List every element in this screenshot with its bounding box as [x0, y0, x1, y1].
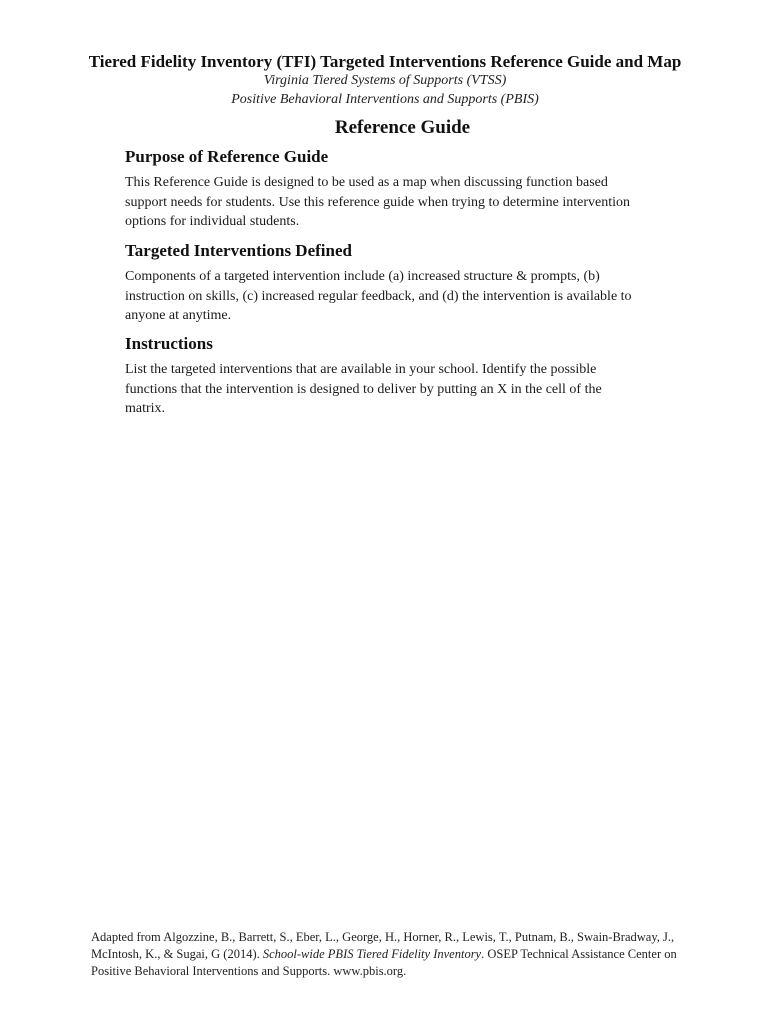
- section-heading-defined: Targeted Interventions Defined: [125, 241, 352, 260]
- section-heading-instructions: Instructions: [125, 334, 213, 353]
- reference-guide-heading: Reference Guide: [334, 117, 471, 138]
- subtitle-vtss: Virginia Tiered Systems of Supports (VTSS): [263, 73, 507, 88]
- footer-citation: [91, 929, 691, 980]
- section-body-defined: Components of a targeted intervention include (a) increased structure & prompts, (b) instruction on skills, (c) increased regular feedback, and (d) the intervention is available to anyone at anytime.: [125, 269, 632, 323]
- section-heading-purpose: Purpose of Reference Guide: [125, 147, 329, 166]
- section-instructions: [125, 334, 635, 419]
- section-purpose: [125, 147, 635, 232]
- citation-publisher: . OSEP Technical Assistance Center on Positive Behavioral Interventions and Supports. www.pbis.org.: [91, 947, 677, 978]
- section-targeted-interventions-defined: [125, 241, 645, 326]
- page-title: Tiered Fidelity Inventory (TFI) Targeted Interventions Reference Guide and Map: [88, 52, 682, 71]
- citation-title: School-wide PBIS Tiered Fidelity Inventory: [262, 947, 482, 961]
- section-body-purpose: This Reference Guide is designed to be used as a map when discussing function based support needs for students. Use this reference guide when trying to determine intervention options for individual students.: [125, 175, 631, 229]
- subtitle-pbis: Positive Behavioral Interventions and Supports (PBIS): [231, 92, 539, 107]
- section-body-instructions: List the targeted interventions that are available in your school. Identify the possible functions that the intervention is designed to deliver by putting an X in the cell of the matrix.: [125, 362, 602, 416]
- citation-authors: Adapted from Algozzine, B., Barrett, S., Eber, L., George, H., Horner, R., Lewis, T., Putnam, B., Swain-Bradway, J., McIntosh, K., & Sugai, G (2014).: [91, 930, 675, 961]
